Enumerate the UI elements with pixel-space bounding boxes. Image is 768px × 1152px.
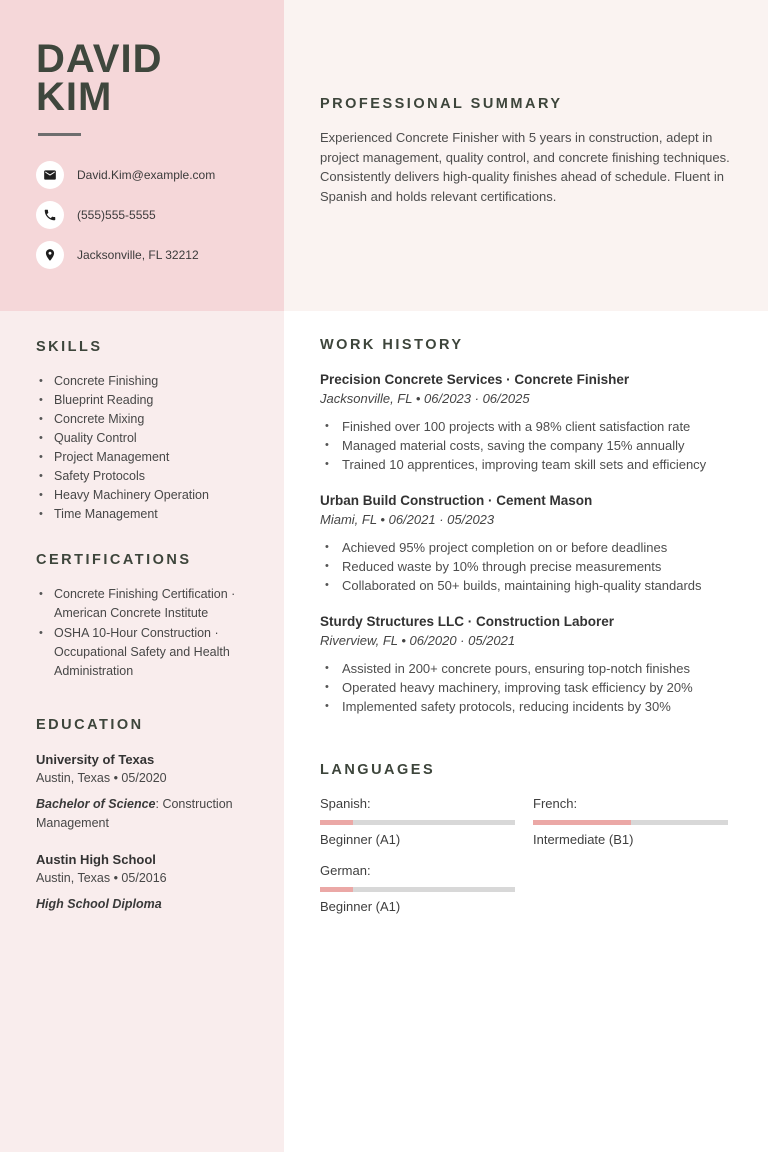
job-entry bbox=[320, 613, 732, 716]
job-bullet: • Trained 10 apprentices, improving team skill sets and efficiency bbox=[320, 455, 732, 474]
degree bbox=[36, 895, 258, 914]
phone-icon bbox=[36, 201, 64, 229]
skills-list bbox=[36, 372, 258, 524]
skill-item: • Safety Protocols bbox=[36, 467, 258, 486]
email-text: David.Kim@example.com bbox=[77, 168, 216, 182]
job-bullet: • Achieved 95% project completion on or before deadlines bbox=[320, 538, 732, 557]
job-bullet: • Collaborated on 50+ builds, maintaining high-quality standards bbox=[320, 576, 732, 595]
skill-item: • Time Management bbox=[36, 505, 258, 524]
job-bullets bbox=[320, 538, 732, 595]
job-bullet: • Managed material costs, saving the company 15% annually bbox=[320, 436, 732, 455]
name-divider bbox=[38, 133, 81, 136]
location-text: Jacksonville, FL 32212 bbox=[77, 248, 199, 262]
job-title: Sturdy Structures LLC · Construction Laborer bbox=[320, 614, 615, 629]
languages-heading: LANGUAGES bbox=[320, 762, 436, 778]
summary-section bbox=[320, 96, 732, 206]
education-section bbox=[36, 717, 258, 914]
sidebar bbox=[0, 0, 284, 914]
language-item bbox=[533, 795, 728, 849]
education-entry bbox=[36, 750, 258, 833]
job-bullet: • Reduced waste by 10% through precise measurements bbox=[320, 557, 732, 576]
contact-email bbox=[36, 161, 258, 189]
job-bullet: • Assisted in 200+ concrete pours, ensuring top-notch finishes bbox=[320, 659, 732, 678]
job-bullet: • Operated heavy machinery, improving task efficiency by 20% bbox=[320, 678, 732, 697]
job-bullet: • Finished over 100 projects with a 98% client satisfaction rate bbox=[320, 417, 732, 436]
certifications-heading: CERTIFICATIONS bbox=[36, 552, 192, 568]
contact-phone bbox=[36, 201, 258, 229]
language-progress-fill bbox=[533, 820, 631, 825]
certifications-list bbox=[36, 585, 258, 681]
skill-item: • Concrete Finishing bbox=[36, 372, 258, 391]
school-name: Austin High School bbox=[36, 852, 156, 867]
language-progress-bar bbox=[320, 887, 515, 892]
school-name: University of Texas bbox=[36, 752, 155, 767]
degree-name: Bachelor of Science bbox=[36, 797, 156, 811]
languages-grid bbox=[320, 795, 732, 916]
location-pin-icon bbox=[36, 241, 64, 269]
job-meta: Miami, FL • 06/2021 · 05/2023 bbox=[320, 512, 495, 527]
skill-item: • Blueprint Reading bbox=[36, 391, 258, 410]
skill-item: • Quality Control bbox=[36, 429, 258, 448]
job-bullets bbox=[320, 417, 732, 474]
degree-name: High School Diploma bbox=[36, 897, 162, 911]
certification-item: • OSHA 10-Hour Construction · Occupational Safety and Health Administration bbox=[36, 624, 258, 681]
work-history-heading: WORK HISTORY bbox=[320, 337, 464, 353]
job-meta: Jacksonville, FL • 06/2023 · 06/2025 bbox=[320, 391, 530, 406]
job-entry bbox=[320, 371, 732, 474]
language-name: Spanish: bbox=[320, 796, 371, 811]
work-history-section bbox=[320, 337, 732, 716]
language-level: Beginner (A1) bbox=[320, 832, 401, 847]
language-name: German: bbox=[320, 863, 371, 878]
language-level: Beginner (A1) bbox=[320, 899, 401, 914]
certifications-section bbox=[36, 552, 258, 681]
job-bullet: • Implemented safety protocols, reducing incidents by 30% bbox=[320, 697, 732, 716]
candidate-name bbox=[36, 37, 258, 119]
job-meta: Riverview, FL • 06/2020 · 05/2021 bbox=[320, 633, 516, 648]
language-progress-bar bbox=[320, 820, 515, 825]
job-title: Urban Build Construction · Cement Mason bbox=[320, 493, 593, 508]
skill-item: • Concrete Mixing bbox=[36, 410, 258, 429]
education-heading: EDUCATION bbox=[36, 717, 144, 733]
contact-section bbox=[36, 161, 258, 269]
degree-detail: : Construction Management bbox=[36, 797, 233, 830]
language-progress-fill bbox=[320, 887, 353, 892]
job-bullets bbox=[320, 659, 732, 716]
school-meta: Austin, Texas • 05/2020 bbox=[36, 771, 167, 785]
language-item bbox=[320, 862, 515, 916]
skill-item: • Heavy Machinery Operation bbox=[36, 486, 258, 505]
job-entry bbox=[320, 492, 732, 595]
degree bbox=[36, 795, 258, 833]
skills-section bbox=[36, 339, 258, 524]
job-title: Precision Concrete Services · Concrete Finisher bbox=[320, 372, 630, 387]
skill-item: • Project Management bbox=[36, 448, 258, 467]
summary-heading: PROFESSIONAL SUMMARY bbox=[320, 96, 563, 112]
language-progress-bar bbox=[533, 820, 728, 825]
skills-heading: SKILLS bbox=[36, 339, 103, 355]
school-meta: Austin, Texas • 05/2016 bbox=[36, 871, 167, 885]
education-entry bbox=[36, 850, 258, 914]
language-level: Intermediate (B1) bbox=[533, 832, 634, 847]
certification-item: • Concrete Finishing Certification · American Concrete Institute bbox=[36, 585, 258, 623]
candidate-last-name: KIM bbox=[36, 75, 113, 119]
language-item bbox=[320, 795, 515, 849]
language-name: French: bbox=[533, 796, 578, 811]
language-progress-fill bbox=[320, 820, 353, 825]
languages-section bbox=[320, 762, 732, 916]
candidate-first-name: DAVID bbox=[36, 37, 163, 81]
summary-text: Experienced Concrete Finisher with 5 years in construction, adept in project management, quality control, and concrete finishing techniques. Consistently delivers high-quality finishes ahead of schedule. Fluent in Spanish and holds relevant certifications. bbox=[320, 130, 730, 204]
contact-location bbox=[36, 241, 258, 269]
phone-text: (555)555-5555 bbox=[77, 208, 156, 222]
main-column bbox=[320, 0, 732, 916]
email-icon bbox=[36, 161, 64, 189]
